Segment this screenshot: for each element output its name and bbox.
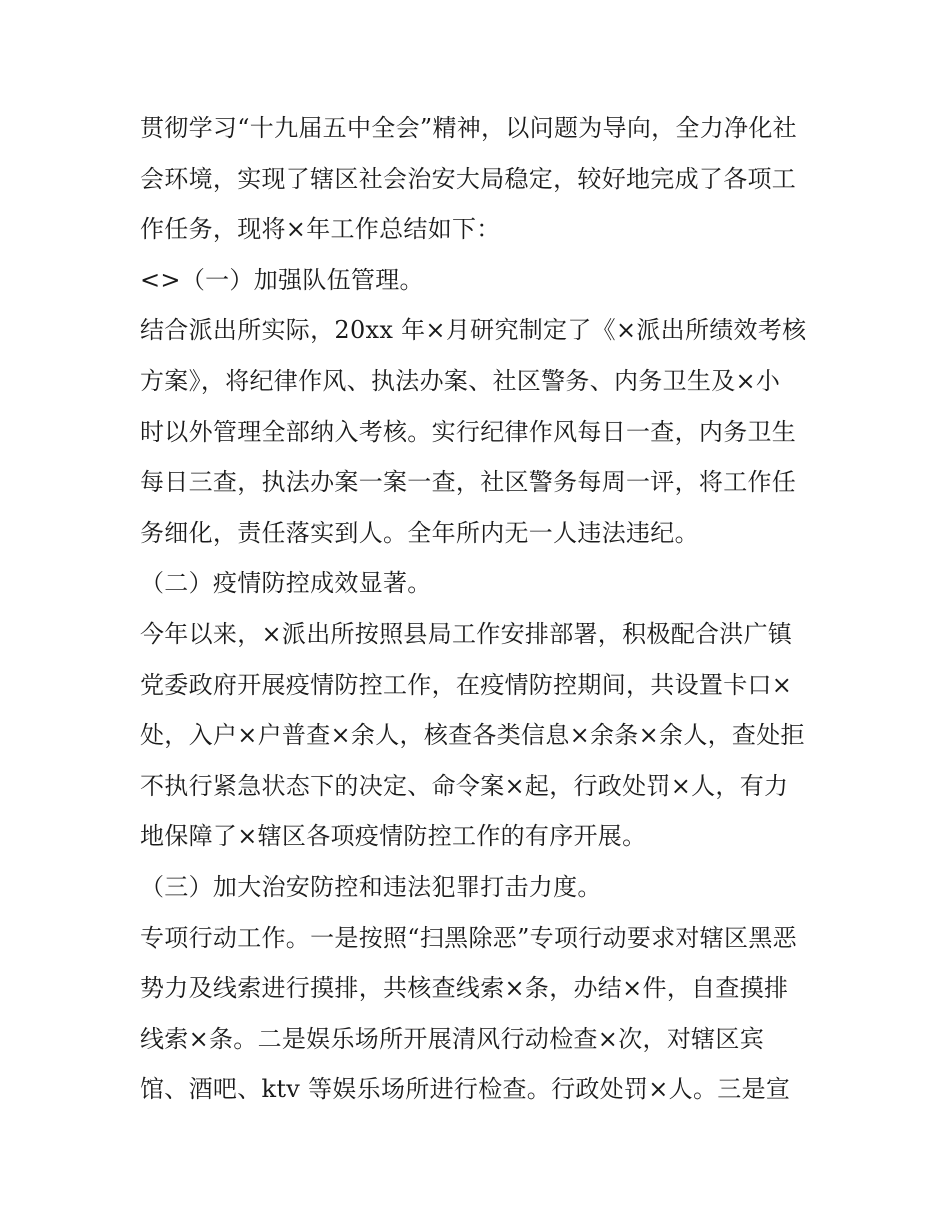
text-line: 作任务，现将×年工作总结如下： (140, 215, 501, 244)
text-line: 势力及线索进行摸排，共核查线索×条，办结×件，自查摸排 (140, 974, 789, 1003)
document-body (140, 108, 820, 1120)
text-line: 每日三查，执法办案一案一查，社区警务每周一评，将工作任 (140, 468, 797, 497)
text-line: 务细化，责任落实到人。全年所内无一人违法违纪。 (140, 518, 699, 547)
text-line: 专项行动工作。一是按照“扫黑除恶”专项行动要求对辖区黑恶 (140, 923, 797, 952)
text-line: 馆、酒吧、ktv 等娱乐场所进行检查。行政处罚×人。三是宣 (140, 1075, 791, 1104)
text-line: 今年以来，×派出所按照县局工作安排部署，积极配合洪广镇 (140, 619, 793, 648)
section-heading-3: （三）加大治安防控和违法犯罪打击力度。 (140, 872, 602, 901)
text-line: 结合派出所实际，20xx 年×月研究制定了《×派出所绩效考核 (140, 316, 807, 345)
text-line: 会环境，实现了辖区社会治安大局稳定，较好地完成了各项工 (140, 164, 797, 193)
text-line: 地保障了×辖区各项疫情防控工作的有序开展。 (140, 822, 647, 851)
text-line: 线索×条。二是娱乐场所开展清风行动检查×次，对辖区宾 (140, 1024, 765, 1053)
text-line: 处，入户×户普查×余人，核查各类信息×余条×余人，查处拒 (140, 721, 805, 750)
section-heading-1: <>（一）加强队伍管理。 (140, 265, 424, 294)
text-line: 贯彻学习“十九届五中全会”精神，以问题为导向，全力净化社 (140, 114, 797, 142)
text-line: 时以外管理全部纳入考核。实行纪律作风每日一查，内务卫生 (140, 417, 797, 446)
section-heading-2: （二）疫情防控成效显著。 (140, 569, 432, 598)
text-line: 不执行紧急状态下的决定、命令案×起，行政处罚×人，有力 (140, 771, 789, 800)
text-line: 党委政府开展疫情防控工作，在疫情防控期间，共设置卡口× (140, 670, 793, 699)
text-line: 方案》，将纪律作风、执法办案、社区警务、内务卫生及×小 (140, 366, 781, 395)
